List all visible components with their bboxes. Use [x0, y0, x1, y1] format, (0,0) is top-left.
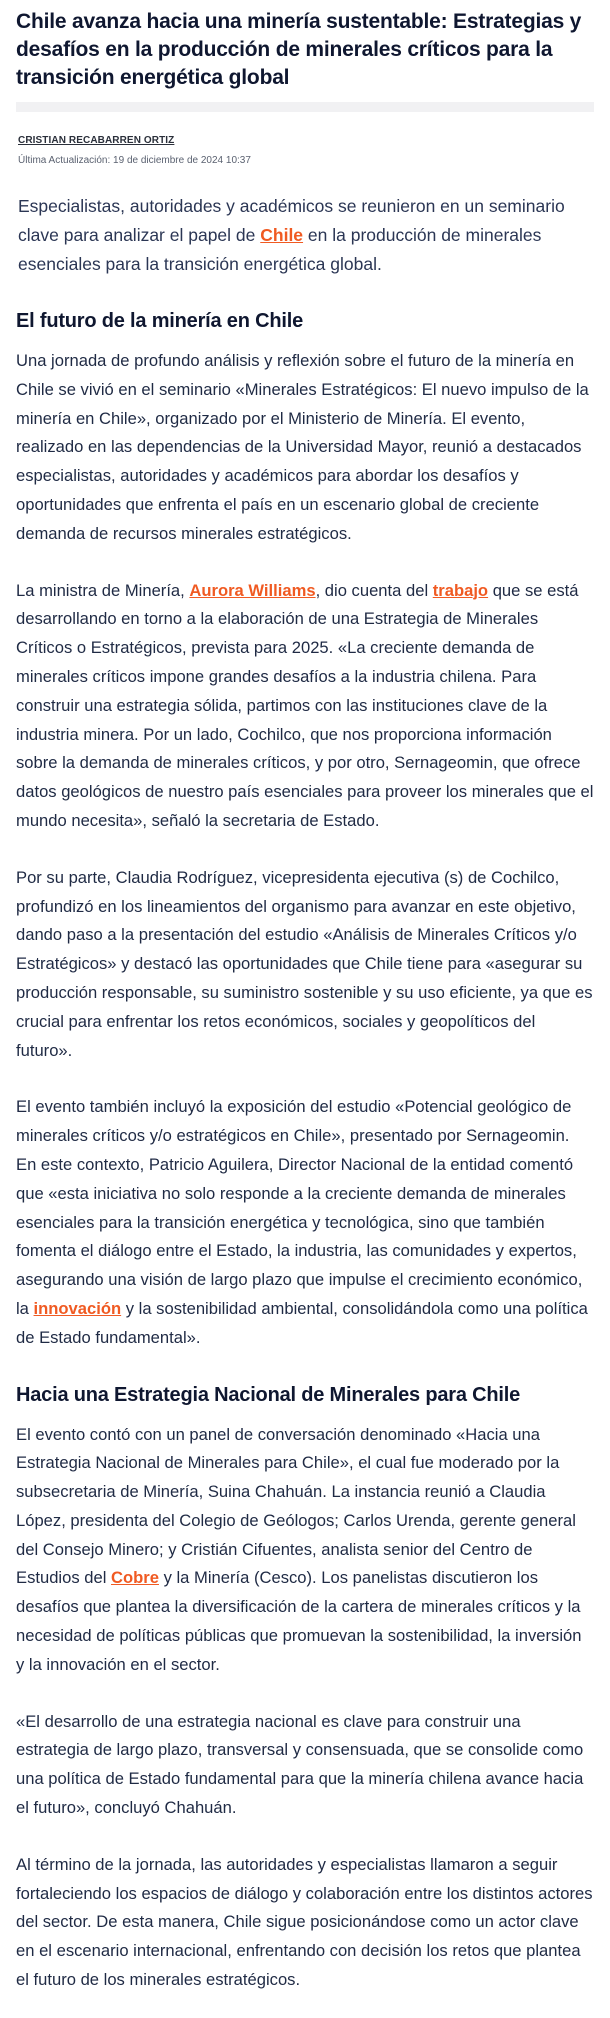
author-link[interactable]: CRISTIAN RECABARREN ORTIZ	[18, 135, 175, 146]
lead-text-2: en la producción de minerales esenciales para la transición energética global.	[18, 225, 542, 274]
paragraph-text: y la sostenibilidad ambiental, consolidándola como una política de Estado fundamental».	[16, 1298, 588, 1347]
paragraph	[16, 1093, 594, 1352]
last-updated: Última Actualización: 19 de diciembre de 2024 10:37	[18, 155, 251, 166]
paragraph	[16, 577, 594, 836]
paragraph: Por su parte, Claudia Rodríguez, vicepresidenta ejecutiva (s) de Cochilco, profundizó en los lineamientos del organismo para avanzar en este objetivo, dando paso a la presentación del estudio «Análisis de Minerales Críticos y/o Estratégicos» y destacó las oportunidades que Chile tiene para «asegurar su producción responsable, su suministro sostenible y su uso eficiente, ya que es crucial para enfrentar los retos económicos, sociales y geopolíticos del futuro».	[16, 867, 593, 1060]
title-divider	[16, 102, 594, 112]
paragraph: «El desarrollo de una estrategia nacional es clave para construir una estrategia de largo plazo, transversal y consensuada, que se consolide como una política de Estado fundamental para que la minería chilena avance hacia el futuro», concluyó Chahuán.	[16, 1711, 584, 1818]
aurora-williams-link[interactable]: Aurora Williams	[189, 580, 316, 600]
paragraph-text: que se está desarrollando en torno a la elaboración de una Estrategia de Minerales Críticos o Estratégicos, prevista para 2025. «La creciente demanda de minerales críticos impone grandes desafíos a la industria chilena. Para construir una estrategia sólida, partimos con las instituciones clave de la industria minera. Por un lado, Cochilco, que nos proporciona información sobre la demanda de minerales críticos, y por otro, Sernageomin, que ofrece datos geológicos de nuestro país esenciales para proveer los minerales que el mundo necesita», señaló la secretaria de Estado.	[16, 580, 594, 830]
paragraph	[16, 1421, 594, 1680]
innovacion-link[interactable]: innovación	[33, 1298, 122, 1318]
article-meta	[18, 134, 594, 168]
paragraph-text: El evento contó con un panel de conversación denominado «Hacia una Estrategia Nacional de Minerales para Chile», el cual fue moderado por la subsecretaria de Minería, Suina Chahuán. La instancia reunió a Claudia López, presidenta del Colegio de Geólogos; Carlos Urenda, gerente general del Consejo Minero; y Cristián Cifuentes, analista senior del Centro de Estudios del	[16, 1424, 576, 1588]
paragraph: Al término de la jornada, las autoridades y especialistas llamaron a seguir fortaleciendo los espacios de diálogo y colaboración entre los distintos actores del sector. De esta manera, Chile sigue posicionándose como un actor clave en el escenario internacional, enfrentando con decisión los retos que plantea el futuro de los minerales estratégicos.	[16, 1854, 593, 1990]
section-heading-estrategia: Hacia una Estrategia Nacional de Minerales para Chile	[16, 1383, 521, 1406]
article-lead	[18, 192, 594, 279]
paragraph: Una jornada de profundo análisis y reflexión sobre el futuro de la minería en Chile se vivió en el seminario «Minerales Estratégicos: El nuevo impulso de la minería en Chile», organizado por el Ministerio de Minería. El evento, realizado en las dependencias de la Universidad Mayor, reunió a destacados especialistas, autoridades y académicos para abordar los desafíos y oportunidades que enfrenta el país en un escenario global de creciente demanda de recursos minerales estratégicos.	[16, 351, 589, 543]
paragraph-text: y la Minería (Cesco). Los panelistas discutieron los desafíos que plantea la diversificación de la cartera de minerales críticos y la necesidad de políticas públicas que promuevan la sostenibilidad, la inversión y la innovación en el sector.	[16, 1568, 582, 1674]
lead-text-1: Especialistas, autoridades y académicos se reunieron en un seminario clave para analizar el papel de	[18, 196, 565, 245]
trabajo-link[interactable]: trabajo	[432, 580, 489, 600]
chile-link[interactable]: Chile	[260, 225, 304, 245]
paragraph-text: La ministra de Minería,	[16, 580, 190, 600]
cobre-link[interactable]: Cobre	[111, 1568, 159, 1588]
paragraph-text: El evento también incluyó la exposición del estudio «Potencial geológico de minerales críticos y/o estratégicos en Chile», presentado por Sernageomin. En este contexto, Patricio Aguilera, Director Nacional de la entidad comentó que «esta iniciativa no solo responde a la creciente demanda de minerales esenciales para la transición energética y tecnológica, sino que también fomenta el diálogo entre el Estado, la industria, las comunidades y expertos, asegurando una visión de largo plazo que impulse el crecimiento económico, la	[16, 1097, 583, 1318]
article-title: Chile avanza hacia una minería sustentable: Estrategias y desafíos en la producción de minerales críticos para la transición energética global	[16, 10, 582, 89]
paragraph-text: , dio cuenta del	[315, 580, 433, 600]
section-heading-futuro: El futuro de la minería en Chile	[16, 310, 303, 332]
